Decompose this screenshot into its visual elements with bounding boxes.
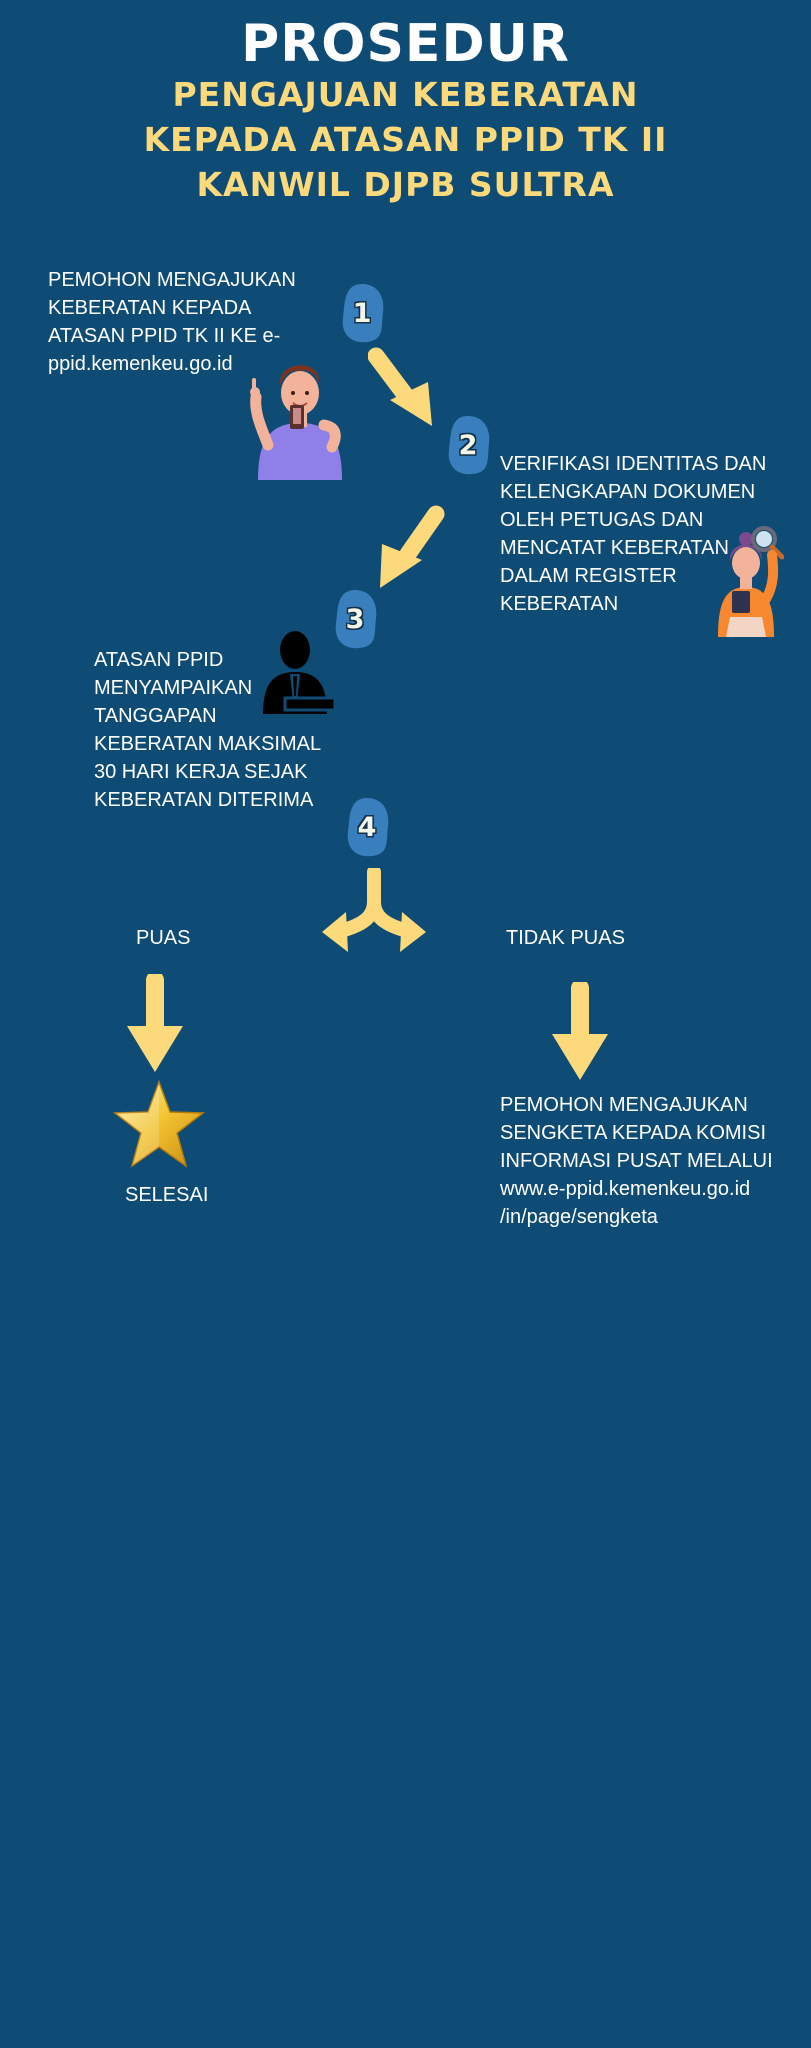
split-arrow-icon	[320, 868, 428, 954]
step-3-text: ATASAN PPID MENYAMPAIKAN TANGGAPAN KEBERATAN MAKSIMAL 30 HARI KERJA SEJAK KEBERATAN DITERIMA	[94, 649, 322, 811]
subtitle-line-3: KANWIL DJPB SULTRA	[196, 165, 615, 204]
step-4-badge	[344, 796, 390, 858]
dispute-text: PEMOHON MENGAJUKAN SENGKETA KEPADA KOMISI INFORMASI PUSAT MELALUI www.e-ppid.kemenkeu.go.id /in/page/sengketa	[500, 1094, 773, 1228]
step-1-text: PEMOHON MENGAJUKAN KEBERATAN KEPADA ATASAN PPID TK II KE e- ppid.kemenkeu.go.id	[48, 269, 296, 375]
step-2-text: VERIFIKASI IDENTITAS DAN KELENGKAPAN DOKUMEN OLEH PETUGAS DAN MENCATAT KEBERATAN DALAM REGISTER KEBERATAN	[500, 453, 767, 615]
tidak-puas-label: TIDAK PUAS	[506, 927, 625, 949]
puas-label: PUAS	[136, 927, 191, 949]
page-subtitle	[0, 72, 811, 207]
person-magnifier-icon	[708, 525, 784, 637]
arrow-down-icon	[551, 982, 609, 1082]
step-4-number: 4	[357, 811, 377, 843]
page-title: PROSEDUR	[241, 14, 570, 74]
arrow-down-left-icon	[376, 504, 448, 590]
step-3-number: 3	[345, 603, 365, 635]
star-icon	[113, 1080, 205, 1168]
step-2-badge	[445, 414, 491, 476]
step-1-badge	[339, 282, 385, 344]
arrow-down-icon	[126, 974, 184, 1074]
subtitle-line-1: PENGAJUAN KEBERATAN	[172, 75, 639, 114]
arrow-down-right-icon	[368, 346, 438, 428]
step-1-number: 1	[352, 297, 372, 329]
step-2-number: 2	[458, 429, 478, 461]
subtitle-line-2: KEPADA ATASAN PPID TK II	[143, 120, 668, 159]
selesai-label: SELESAI	[125, 1184, 209, 1206]
person-phone-icon	[244, 345, 356, 480]
